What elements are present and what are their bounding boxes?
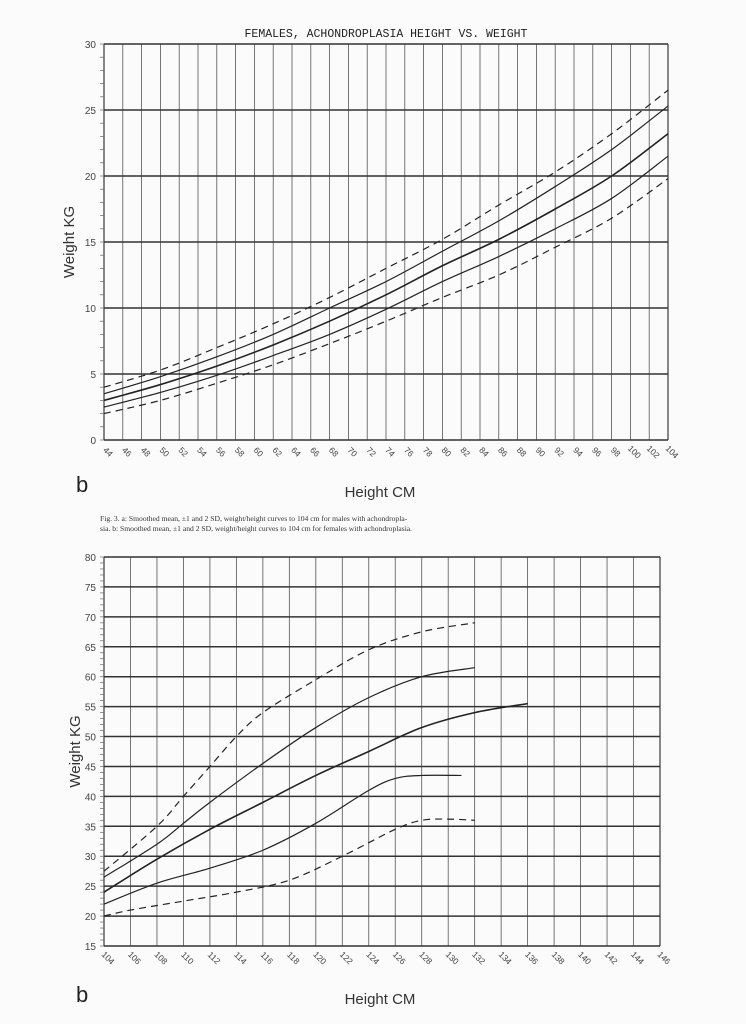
x-tick-label: 66 <box>308 444 322 459</box>
y-tick-label: 75 <box>84 582 96 594</box>
series-line-1sd <box>104 775 461 904</box>
x-tick-label: 72 <box>364 444 379 459</box>
x-tick-label: 142 <box>602 949 620 967</box>
x-tick-label: 90 <box>533 444 548 459</box>
y-tick-label: 70 <box>84 612 96 624</box>
chart-title: FEMALES, ACHONDROPLASIA HEIGHT VS. WEIGHT <box>244 28 528 41</box>
x-tick-label: 132 <box>470 949 488 967</box>
x-tick-label: 76 <box>402 444 416 459</box>
y-tick-label: 35 <box>84 822 96 834</box>
y-tick-label: 45 <box>84 762 96 774</box>
panel-label: b <box>76 472 89 497</box>
y-tick-label: 65 <box>84 642 96 654</box>
x-tick-label: 120 <box>311 949 329 967</box>
x-tick-label: 110 <box>179 949 196 967</box>
y-tick-label: 60 <box>84 672 96 684</box>
x-tick-label: 86 <box>496 444 510 459</box>
x-tick-label: 48 <box>138 444 153 459</box>
x-tick-label: 108 <box>152 949 170 967</box>
x-tick-label: 68 <box>326 444 341 459</box>
x-tick-label: 80 <box>439 444 454 459</box>
x-tick-label: 82 <box>458 444 473 459</box>
x-tick-label: 146 <box>655 949 673 967</box>
y-tick-label: 15 <box>84 238 96 249</box>
y-tick-label: 20 <box>84 912 96 924</box>
x-tick-label: 140 <box>576 949 594 967</box>
x-tick-label: 116 <box>258 949 276 967</box>
y-tick-label: 15 <box>84 942 96 953</box>
chart-2 <box>67 553 673 1008</box>
x-tick-label: 58 <box>232 444 247 459</box>
x-tick-label: 104 <box>663 443 681 461</box>
x-tick-label: 138 <box>549 949 567 967</box>
y-tick-label: 5 <box>90 370 96 381</box>
x-tick-label: 88 <box>514 444 529 459</box>
y-tick-label: 80 <box>84 553 96 564</box>
x-tick-label: 70 <box>345 444 360 459</box>
x-tick-label: 134 <box>496 949 514 967</box>
y-tick-label: 25 <box>84 106 96 117</box>
x-tick-label: 46 <box>120 444 134 459</box>
x-tick-label: 112 <box>205 949 223 967</box>
x-tick-label: 102 <box>644 443 662 461</box>
x-tick-label: 136 <box>523 949 541 967</box>
x-tick-label: 94 <box>571 444 586 459</box>
x-tick-label: 106 <box>126 949 144 967</box>
x-tick-label: 92 <box>552 444 567 459</box>
y-tick-label: 0 <box>90 436 96 447</box>
x-tick-label: 74 <box>383 444 398 459</box>
x-tick-label: 44 <box>101 444 116 459</box>
y-tick-label: 10 <box>84 304 96 315</box>
x-tick-label: 104 <box>99 949 117 967</box>
y-tick-label: 25 <box>84 882 96 894</box>
x-tick-label: 84 <box>477 444 492 459</box>
caption-line-1: Fig. 3. a: Smoothed mean, ±1 and 2 SD, weight/height curves to 104 cm for males with achondropla- <box>100 514 408 523</box>
y-tick-label: 20 <box>84 172 96 183</box>
x-tick-label: 56 <box>214 444 228 459</box>
x-tick-label: 130 <box>443 949 461 967</box>
y-tick-label: 50 <box>84 732 96 744</box>
x-tick-label: 128 <box>417 949 435 967</box>
x-tick-label: 54 <box>195 444 210 459</box>
x-tick-label: 124 <box>364 949 382 967</box>
x-tick-label: 118 <box>285 949 302 967</box>
y-axis-label: Weight KG <box>61 205 78 279</box>
x-axis-label: Height CM <box>344 484 416 501</box>
x-tick-label: 60 <box>251 444 266 459</box>
x-tick-label: 100 <box>625 443 644 461</box>
figure-caption <box>100 514 700 534</box>
y-tick-label: 30 <box>84 852 96 864</box>
caption-line-2: sia. b: Smoothed mean, ±1 and 2 SD, weight/height curves to 104 cm for females with achondroplasia. <box>100 524 413 533</box>
x-tick-label: 62 <box>270 444 285 459</box>
x-tick-label: 98 <box>608 444 623 459</box>
x-tick-label: 122 <box>337 949 355 967</box>
x-tick-label: 50 <box>157 444 172 459</box>
x-tick-label: 126 <box>390 949 408 967</box>
x-tick-label: 114 <box>232 949 249 967</box>
y-axis-label: Weight KG <box>67 715 84 788</box>
x-tick-label: 64 <box>289 444 304 459</box>
x-axis-label: Height CM <box>344 991 416 1008</box>
x-tick-label: 144 <box>629 949 647 967</box>
x-tick-label: 52 <box>176 444 191 459</box>
y-tick-label: 30 <box>84 40 96 51</box>
panel-label: b <box>76 982 89 1007</box>
y-tick-label: 40 <box>84 792 96 804</box>
y-tick-label: 55 <box>84 702 96 714</box>
x-tick-label: 78 <box>420 444 435 459</box>
chart-1 <box>61 28 681 501</box>
x-tick-label: 96 <box>590 444 604 459</box>
